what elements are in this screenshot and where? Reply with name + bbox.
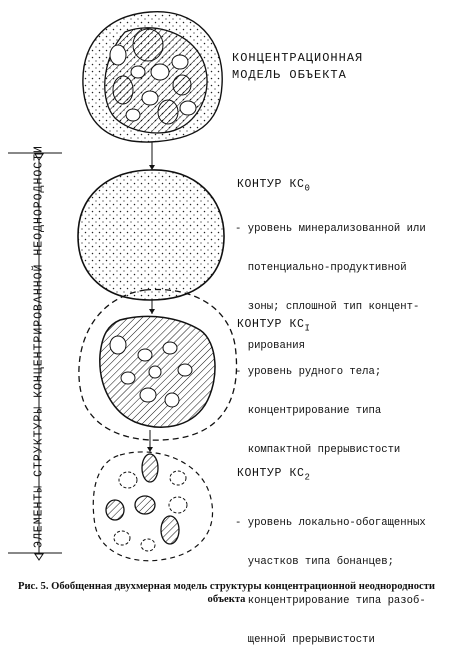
contour-kc2-name: КОНТУР КС [237,467,305,480]
contour-kc1-desc-line: - уровень рудного тела; [235,366,382,378]
contour-kc1-label [237,318,311,333]
contour-kc2-desc-line: концентрирование типа разоб- [235,595,426,607]
contour-kc1-sub: I [304,323,311,334]
contour-kc1-shape [79,289,237,440]
contour-kc2-desc [235,491,426,660]
caption-line2: объекта [207,594,246,605]
contour-kc0-shape [78,170,224,300]
contour-kc1-desc-line: концентрирование типа [235,405,382,417]
contour-kc2-shape [93,452,212,561]
caption-line1: Рис. 5. Обобщенная двухмерная модель структуры концентрационной неоднородности [17,581,436,592]
contour-kc0-sub: 0 [304,183,311,194]
contour-kc0-desc-line: зоны; сплошной тип концент- [235,301,420,313]
model-title-line2: МОДЕЛЬ ОБЪЕКТА [232,68,347,82]
concentration-model-shape [83,12,222,142]
contour-kc2-desc-line: участков типа бонанцев; [235,556,394,568]
contour-kc0-desc-line: - уровень минерализованной или [235,223,426,235]
contour-kc2-desc-line: - уровень локально-обогащенных [235,517,426,529]
contour-kc2-sub: 2 [304,472,311,483]
model-title-line1: КОНЦЕНТРАЦИОННАЯ [232,51,364,65]
contour-kc1-name: КОНТУР КС [237,318,305,331]
contour-kc1-desc [235,340,400,470]
figure-caption [0,580,453,606]
contour-kc1-desc-line: компактной прерывистости [235,444,401,456]
side-axis-label: ЭЛЕМЕНТЫ СТРУКТУРЫ КОНЦЕНТРИРОВАННОЙ НЕОДНОРОДНОСТИ [32,145,46,548]
contour-kc0-name: КОНТУР КС [237,178,305,191]
contour-kc0-label [237,178,311,193]
contour-kc0-desc-line: рирования [235,340,305,352]
contour-kc0-desc-line: потенциально-продуктивной [235,262,407,274]
contour-kc2-label [237,467,311,482]
contour-kc2-desc-line: щенной прерывистости [235,634,375,646]
